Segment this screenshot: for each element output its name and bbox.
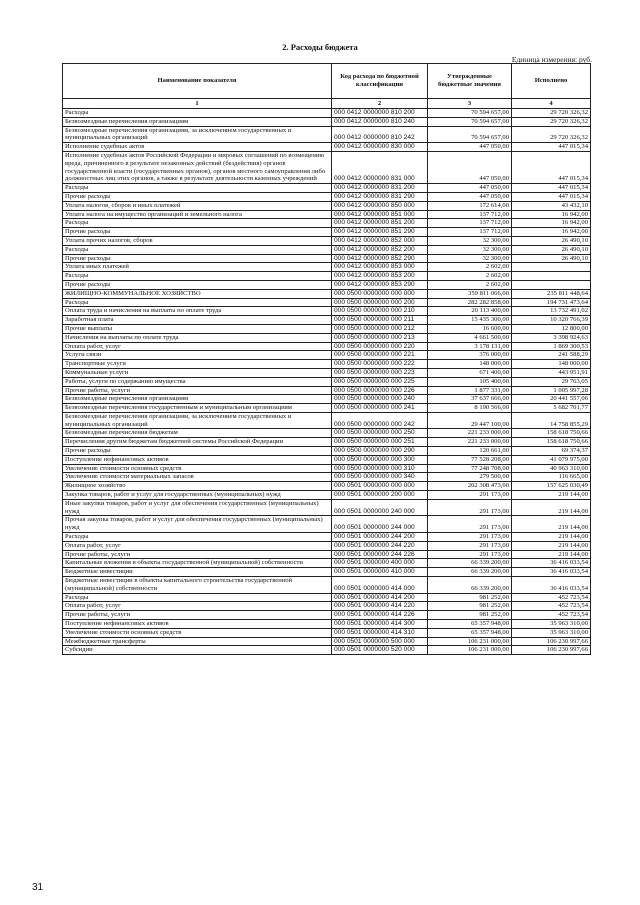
- row-name-cell: Бюджетные инвестиции: [63, 568, 332, 577]
- row-code-cell: 000 0412 0000000 853 200: [332, 272, 428, 281]
- table-row: [63, 628, 591, 637]
- row-code-cell: 000 0501 0000000 000 000: [332, 482, 428, 491]
- row-code-cell: 000 0500 0000000 000 340: [332, 473, 428, 482]
- table-row: [63, 533, 591, 542]
- row-code-cell: 000 0412 0000000 831 200: [332, 184, 428, 193]
- row-name-cell: Иные закупки товаров, работ и услуг для обеспечения государственных (муниципальных) нужд: [63, 499, 332, 516]
- table-row: [63, 438, 591, 447]
- row-executed-cell: 5 682 701,77: [512, 404, 591, 413]
- section-title: 2. Расходы бюджета: [282, 42, 358, 52]
- row-executed-cell: 447 015,34: [512, 184, 591, 193]
- row-executed-cell: 26 490,10: [512, 245, 591, 254]
- page-number: 31: [32, 882, 44, 893]
- row-executed-cell: 16 942,00: [512, 210, 591, 219]
- row-name-cell: Уплата иных платежей: [63, 263, 332, 272]
- row-code-cell: 000 0412 0000000 851 200: [332, 219, 428, 228]
- row-name-cell: Бюджетные инвестиции в объекты капитального строительства государственной (муниципальной) собственности: [63, 577, 332, 594]
- table-row: [63, 637, 591, 646]
- table-row: [63, 184, 591, 193]
- row-code-cell: 000 0500 0000000 000 240: [332, 395, 428, 404]
- row-code-cell: 000 0501 0000000 414 200: [332, 593, 428, 602]
- row-approved-cell: 291 173,00: [428, 541, 512, 550]
- row-code-cell: 000 0501 0000000 414 300: [332, 620, 428, 629]
- table-row: [63, 377, 591, 386]
- row-executed-cell: 158 618 750,66: [512, 429, 591, 438]
- row-executed-cell: 35 963 310,00: [512, 628, 591, 637]
- row-approved-cell: 20 113 400,00: [428, 307, 512, 316]
- row-executed-cell: 20 441 557,06: [512, 395, 591, 404]
- row-code-cell: 000 0501 0000000 240 000: [332, 499, 428, 516]
- row-executed-cell: 219 144,00: [512, 533, 591, 542]
- row-approved-cell: 32 300,00: [428, 245, 512, 254]
- row-code-cell: 000 0500 0000000 000 210: [332, 307, 428, 316]
- table-row: [63, 404, 591, 413]
- row-code-cell: 000 0501 0000000 414 310: [332, 628, 428, 637]
- header-executed: Исполнено: [512, 64, 591, 99]
- table-row: [63, 499, 591, 516]
- row-name-cell: Субсидии: [63, 646, 332, 655]
- table-row: [63, 236, 591, 245]
- table-row: [63, 360, 591, 369]
- table-row: [63, 429, 591, 438]
- row-executed-cell: 3 398 924,63: [512, 333, 591, 342]
- row-name-cell: Поступление нефинансовых активов: [63, 455, 332, 464]
- row-executed-cell: 36 416 033,54: [512, 568, 591, 577]
- row-name-cell: Расходы: [63, 109, 332, 118]
- row-executed-cell: 69 374,37: [512, 447, 591, 456]
- row-code-cell: 000 0501 0000000 414 226: [332, 611, 428, 620]
- row-executed-cell: 447 015,34: [512, 192, 591, 201]
- row-name-cell: Безвозмездные перечисления государственным и муниципальным организациям: [63, 404, 332, 413]
- row-executed-cell: 13 732 491,02: [512, 307, 591, 316]
- row-name-cell: Прочая закупка товаров, работ и услуг для обеспечения государственных (муниципальных) нужд: [63, 516, 332, 533]
- row-name-cell: Прочие работы, услуги: [63, 611, 332, 620]
- row-executed-cell: 14 758 855,29: [512, 412, 591, 429]
- row-executed-cell: 194 731 473,64: [512, 298, 591, 307]
- row-executed-cell: 219 144,00: [512, 499, 591, 516]
- row-name-cell: Расходы: [63, 184, 332, 193]
- row-approved-cell: 3 178 131,00: [428, 342, 512, 351]
- row-code-cell: 000 0412 0000000 852 200: [332, 245, 428, 254]
- row-approved-cell: 2 602,00: [428, 280, 512, 289]
- row-executed-cell: 1 869 300,53: [512, 342, 591, 351]
- table-row: [63, 263, 591, 272]
- row-executed-cell: 106 230 997,66: [512, 646, 591, 655]
- row-approved-cell: 137 712,00: [428, 219, 512, 228]
- header-expense-code: Код расхода по бюджетной классификации: [332, 64, 428, 99]
- row-name-cell: Расходы: [63, 219, 332, 228]
- row-approved-cell: 279 500,00: [428, 473, 512, 482]
- table-row: [63, 464, 591, 473]
- row-approved-cell: 447 050,00: [428, 143, 512, 152]
- row-approved-cell: 120 661,00: [428, 447, 512, 456]
- row-executed-cell: 16 942,00: [512, 219, 591, 228]
- row-code-cell: 000 0500 0000000 000 213: [332, 333, 428, 342]
- row-executed-cell: 36 416 033,54: [512, 577, 591, 594]
- row-code-cell: 000 0501 0000000 200 000: [332, 491, 428, 500]
- table-row: [63, 126, 591, 143]
- table-row: [63, 455, 591, 464]
- row-code-cell: 000 0500 0000000 000 223: [332, 368, 428, 377]
- row-name-cell: Расходы: [63, 272, 332, 281]
- row-name-cell: Оплата работ, услуг: [63, 602, 332, 611]
- row-code-cell: 000 0500 0000000 000 310: [332, 464, 428, 473]
- row-executed-cell: 158 618 750,66: [512, 438, 591, 447]
- row-name-cell: Прочие работы, услуги: [63, 550, 332, 559]
- row-approved-cell: 70 594 657,00: [428, 117, 512, 126]
- table-row: [63, 386, 591, 395]
- row-name-cell: Начисления на выплаты по оплате труда: [63, 333, 332, 342]
- row-name-cell: ЖИЛИЩНО-КОММУНАЛЬНОЕ ХОЗЯЙСТВО: [63, 289, 332, 298]
- row-code-cell: 000 0501 0000000 500 000: [332, 637, 428, 646]
- row-approved-cell: 202 308 473,00: [428, 482, 512, 491]
- row-name-cell: Увеличение стоимости основных средств: [63, 628, 332, 637]
- row-code-cell: 000 0412 0000000 831 290: [332, 192, 428, 201]
- row-name-cell: Прочие расходы: [63, 228, 332, 237]
- row-executed-cell: 219 144,00: [512, 541, 591, 550]
- row-code-cell: 000 0500 0000000 000 220: [332, 342, 428, 351]
- table-row: [63, 550, 591, 559]
- column-number: 2: [332, 99, 428, 109]
- table-row: [63, 109, 591, 118]
- table-row: [63, 368, 591, 377]
- table-row: [63, 219, 591, 228]
- column-number: 4: [512, 99, 591, 109]
- row-approved-cell: 2 602,00: [428, 263, 512, 272]
- row-code-cell: 000 0412 0000000 810 242: [332, 126, 428, 143]
- row-approved-cell: 981 252,00: [428, 602, 512, 611]
- row-executed-cell: 241 588,29: [512, 351, 591, 360]
- row-executed-cell: 157 625 030,49: [512, 482, 591, 491]
- row-code-cell: 000 0500 0000000 000 000: [332, 289, 428, 298]
- row-approved-cell: 66 339 200,00: [428, 559, 512, 568]
- row-approved-cell: 29 447 100,00: [428, 412, 512, 429]
- row-name-cell: Работы, услуги по содержанию имущества: [63, 377, 332, 386]
- row-executed-cell: [512, 280, 591, 289]
- row-name-cell: Межбюджетные трансферты: [63, 637, 332, 646]
- row-name-cell: Транспортные услуги: [63, 360, 332, 369]
- row-code-cell: 000 0412 0000000 852 290: [332, 254, 428, 263]
- row-name-cell: Безвозмездные перечисления организациям, за исключением государственных и муниципальных организаций: [63, 126, 332, 143]
- row-name-cell: Жилищное хозяйство: [63, 482, 332, 491]
- row-executed-cell: 106 230 997,66: [512, 637, 591, 646]
- row-code-cell: 000 0500 0000000 000 222: [332, 360, 428, 369]
- row-code-cell: 000 0412 0000000 810 240: [332, 117, 428, 126]
- row-approved-cell: 16 600,00: [428, 324, 512, 333]
- row-executed-cell: 443 951,91: [512, 368, 591, 377]
- row-code-cell: 000 0501 0000000 520 000: [332, 646, 428, 655]
- row-executed-cell: 16 942,00: [512, 228, 591, 237]
- row-code-cell: 000 0412 0000000 850 000: [332, 201, 428, 210]
- row-code-cell: 000 0500 0000000 000 200: [332, 298, 428, 307]
- row-name-cell: Исполнение судебных актов: [63, 143, 332, 152]
- row-approved-cell: 4 661 500,00: [428, 333, 512, 342]
- table-row: [63, 482, 591, 491]
- header-indicator-name: Наименование показателя: [63, 64, 332, 99]
- row-executed-cell: 235 811 448,64: [512, 289, 591, 298]
- row-executed-cell: 26 490,10: [512, 254, 591, 263]
- row-executed-cell: 29 763,05: [512, 377, 591, 386]
- row-executed-cell: 219 144,00: [512, 491, 591, 500]
- row-approved-cell: 105 400,00: [428, 377, 512, 386]
- row-name-cell: Расходы: [63, 593, 332, 602]
- row-code-cell: 000 0501 0000000 414 220: [332, 602, 428, 611]
- table-row: [63, 412, 591, 429]
- row-approved-cell: 291 173,00: [428, 516, 512, 533]
- row-approved-cell: 291 173,00: [428, 491, 512, 500]
- table-row: [63, 395, 591, 404]
- row-code-cell: 000 0500 0000000 000 241: [332, 404, 428, 413]
- row-approved-cell: 15 435 300,00: [428, 316, 512, 325]
- row-code-cell: 000 0500 0000000 000 290: [332, 447, 428, 456]
- row-executed-cell: 26 490,10: [512, 236, 591, 245]
- row-approved-cell: 66 339 200,00: [428, 568, 512, 577]
- column-number: 1: [63, 99, 332, 109]
- row-code-cell: 000 0500 0000000 000 251: [332, 438, 428, 447]
- table-row: [63, 611, 591, 620]
- row-code-cell: 000 0500 0000000 000 211: [332, 316, 428, 325]
- row-code-cell: 000 0501 0000000 244 220: [332, 541, 428, 550]
- row-name-cell: Уплата налогов, сборов и иных платежей: [63, 201, 332, 210]
- table-row: [63, 298, 591, 307]
- row-approved-cell: 106 231 000,00: [428, 637, 512, 646]
- column-number-row: [63, 99, 591, 109]
- row-code-cell: 000 0412 0000000 851 000: [332, 210, 428, 219]
- row-executed-cell: 452 723,54: [512, 593, 591, 602]
- row-name-cell: Прочие расходы: [63, 447, 332, 456]
- row-approved-cell: 77 528 208,00: [428, 455, 512, 464]
- row-code-cell: 000 0412 0000000 853 290: [332, 280, 428, 289]
- row-name-cell: Перечисления другим бюджетам бюджетной системы Российской Федерации: [63, 438, 332, 447]
- row-approved-cell: 447 050,00: [428, 192, 512, 201]
- table-row: [63, 272, 591, 281]
- table-row: [63, 228, 591, 237]
- row-approved-cell: 65 357 948,00: [428, 620, 512, 629]
- row-executed-cell: 36 416 033,54: [512, 559, 591, 568]
- row-approved-cell: 137 712,00: [428, 210, 512, 219]
- row-code-cell: 000 0501 0000000 244 200: [332, 533, 428, 542]
- row-code-cell: 000 0500 0000000 000 225: [332, 377, 428, 386]
- row-code-cell: 000 0412 0000000 853 000: [332, 263, 428, 272]
- row-approved-cell: 77 248 708,00: [428, 464, 512, 473]
- row-name-cell: Капитальные вложения в объекты государственной (муниципальной) собственности: [63, 559, 332, 568]
- row-executed-cell: 29 720 326,32: [512, 126, 591, 143]
- row-name-cell: Уплата налога на имущество организаций и земельного налога: [63, 210, 332, 219]
- table-row: [63, 541, 591, 550]
- row-name-cell: Поступление нефинансовых активов: [63, 620, 332, 629]
- table-row: [63, 151, 591, 183]
- row-executed-cell: 1 005 997,28: [512, 386, 591, 395]
- table-row: [63, 143, 591, 152]
- table-row: [63, 245, 591, 254]
- row-approved-cell: 65 357 948,00: [428, 628, 512, 637]
- table-row: [63, 646, 591, 655]
- row-approved-cell: 671 400,00: [428, 368, 512, 377]
- table-row: [63, 289, 591, 298]
- row-executed-cell: 148 000,00: [512, 360, 591, 369]
- row-approved-cell: 359 811 066,00: [428, 289, 512, 298]
- row-name-cell: Увеличение стоимости основных средств: [63, 464, 332, 473]
- row-executed-cell: 447 015,34: [512, 151, 591, 183]
- header-approved-values: Утвержденные бюджетные значения: [428, 64, 512, 99]
- table-row: [63, 447, 591, 456]
- table-row: [63, 342, 591, 351]
- row-approved-cell: 37 637 666,00: [428, 395, 512, 404]
- unit-label: Единица измерения: руб.: [511, 55, 592, 64]
- table-row: [63, 559, 591, 568]
- row-name-cell: Увеличение стоимости материальных запасов: [63, 473, 332, 482]
- table-row: [63, 473, 591, 482]
- row-executed-cell: 41 079 975,00: [512, 455, 591, 464]
- row-approved-cell: 172 614,00: [428, 201, 512, 210]
- row-name-cell: Оплата работ, услуг: [63, 541, 332, 550]
- table-row: [63, 577, 591, 594]
- row-name-cell: Безвозмездные перечисления бюджетам: [63, 429, 332, 438]
- row-executed-cell: 219 144,00: [512, 516, 591, 533]
- table-body: [63, 109, 591, 655]
- table-row: [63, 516, 591, 533]
- row-name-cell: Уплата прочих налогов, сборов: [63, 236, 332, 245]
- row-name-cell: Закупка товаров, работ и услуг для государственных (муниципальных) нужд: [63, 491, 332, 500]
- table-header-row: [63, 64, 591, 99]
- table-row: [63, 568, 591, 577]
- row-approved-cell: 2 602,00: [428, 272, 512, 281]
- row-executed-cell: 12 800,00: [512, 324, 591, 333]
- row-approved-cell: 447 050,00: [428, 151, 512, 183]
- row-code-cell: 000 0501 0000000 244 226: [332, 550, 428, 559]
- row-approved-cell: 70 594 657,00: [428, 109, 512, 118]
- row-approved-cell: 291 173,00: [428, 533, 512, 542]
- row-code-cell: 000 0412 0000000 810 200: [332, 109, 428, 118]
- row-name-cell: Прочие выплаты: [63, 324, 332, 333]
- row-executed-cell: 35 963 310,00: [512, 620, 591, 629]
- row-name-cell: Прочие расходы: [63, 254, 332, 263]
- row-code-cell: 000 0412 0000000 830 000: [332, 143, 428, 152]
- row-code-cell: 000 0501 0000000 410 000: [332, 568, 428, 577]
- row-approved-cell: 8 190 566,00: [428, 404, 512, 413]
- row-executed-cell: 40 963 310,00: [512, 464, 591, 473]
- table-row: [63, 620, 591, 629]
- row-approved-cell: 221 233 000,00: [428, 429, 512, 438]
- row-name-cell: Коммунальные услуги: [63, 368, 332, 377]
- table-row: [63, 602, 591, 611]
- row-approved-cell: 376 000,00: [428, 351, 512, 360]
- row-code-cell: 000 0500 0000000 000 221: [332, 351, 428, 360]
- row-approved-cell: 137 712,00: [428, 228, 512, 237]
- row-executed-cell: 43 432,10: [512, 201, 591, 210]
- row-code-cell: 000 0500 0000000 000 242: [332, 412, 428, 429]
- row-approved-cell: 291 173,00: [428, 550, 512, 559]
- row-executed-cell: 29 720 326,32: [512, 117, 591, 126]
- row-code-cell: 000 0500 0000000 000 226: [332, 386, 428, 395]
- row-name-cell: Прочие расходы: [63, 280, 332, 289]
- row-executed-cell: [512, 272, 591, 281]
- row-code-cell: 000 0500 0000000 000 250: [332, 429, 428, 438]
- row-name-cell: Оплата работ, услуг: [63, 342, 332, 351]
- row-approved-cell: 291 173,00: [428, 499, 512, 516]
- row-name-cell: Расходы: [63, 298, 332, 307]
- row-approved-cell: 1 877 331,00: [428, 386, 512, 395]
- row-approved-cell: 32 300,00: [428, 254, 512, 263]
- table-row: [63, 210, 591, 219]
- row-code-cell: 000 0501 0000000 414 000: [332, 577, 428, 594]
- table-row: [63, 593, 591, 602]
- row-executed-cell: 10 320 766,39: [512, 316, 591, 325]
- row-approved-cell: 981 252,00: [428, 611, 512, 620]
- row-approved-cell: 148 000,00: [428, 360, 512, 369]
- table-row: [63, 117, 591, 126]
- table-row: [63, 324, 591, 333]
- row-approved-cell: 106 231 000,00: [428, 646, 512, 655]
- row-name-cell: Заработная плата: [63, 316, 332, 325]
- row-name-cell: Услуги связи: [63, 351, 332, 360]
- row-approved-cell: 66 339 200,00: [428, 577, 512, 594]
- table-row: [63, 280, 591, 289]
- row-name-cell: Безвозмездные перечисления организациям: [63, 117, 332, 126]
- table-row: [63, 254, 591, 263]
- row-executed-cell: 447 015,34: [512, 143, 591, 152]
- column-number: 3: [428, 99, 512, 109]
- row-code-cell: 000 0412 0000000 851 290: [332, 228, 428, 237]
- row-code-cell: 000 0501 0000000 400 000: [332, 559, 428, 568]
- row-name-cell: Исполнение судебных актов Российской Федерации и мировых соглашений по возмещению вреда, причиненного в результате незаконных действий (бездействия) органов государственной власти (государственных органов), органов местного самоуправления либо должностных лиц этих органов, а также в результате деятельности казенных учреждений: [63, 151, 332, 183]
- table-row: [63, 316, 591, 325]
- row-code-cell: 000 0501 0000000 244 000: [332, 516, 428, 533]
- row-approved-cell: 981 252,00: [428, 593, 512, 602]
- row-name-cell: Оплата труда и начисления на выплаты по оплате труда: [63, 307, 332, 316]
- row-executed-cell: 452 723,54: [512, 602, 591, 611]
- table-row: [63, 307, 591, 316]
- row-executed-cell: 116 665,00: [512, 473, 591, 482]
- row-approved-cell: 221 233 000,00: [428, 438, 512, 447]
- row-approved-cell: 447 050,00: [428, 184, 512, 193]
- row-name-cell: Прочие расходы: [63, 192, 332, 201]
- row-code-cell: 000 0412 0000000 852 000: [332, 236, 428, 245]
- table-row: [63, 192, 591, 201]
- row-name-cell: Расходы: [63, 245, 332, 254]
- table-row: [63, 333, 591, 342]
- row-code-cell: 000 0500 0000000 000 212: [332, 324, 428, 333]
- row-code-cell: 000 0412 0000000 831 000: [332, 151, 428, 183]
- row-approved-cell: 282 282 858,00: [428, 298, 512, 307]
- row-approved-cell: 70 594 657,00: [428, 126, 512, 143]
- row-name-cell: Расходы: [63, 533, 332, 542]
- expenses-table: [62, 63, 591, 655]
- row-executed-cell: 29 720 326,32: [512, 109, 591, 118]
- table-row: [63, 351, 591, 360]
- row-code-cell: 000 0500 0000000 000 300: [332, 455, 428, 464]
- table-row: [63, 491, 591, 500]
- row-executed-cell: 452 723,54: [512, 611, 591, 620]
- table-row: [63, 201, 591, 210]
- row-approved-cell: 32 300,00: [428, 236, 512, 245]
- row-name-cell: Безвозмездные перечисления организациям, за исключением государственных и муниципальных организаций: [63, 412, 332, 429]
- row-executed-cell: 219 144,00: [512, 550, 591, 559]
- row-name-cell: Безвозмездные перечисления организациям: [63, 395, 332, 404]
- row-executed-cell: [512, 263, 591, 272]
- row-name-cell: Прочие работы, услуги: [63, 386, 332, 395]
